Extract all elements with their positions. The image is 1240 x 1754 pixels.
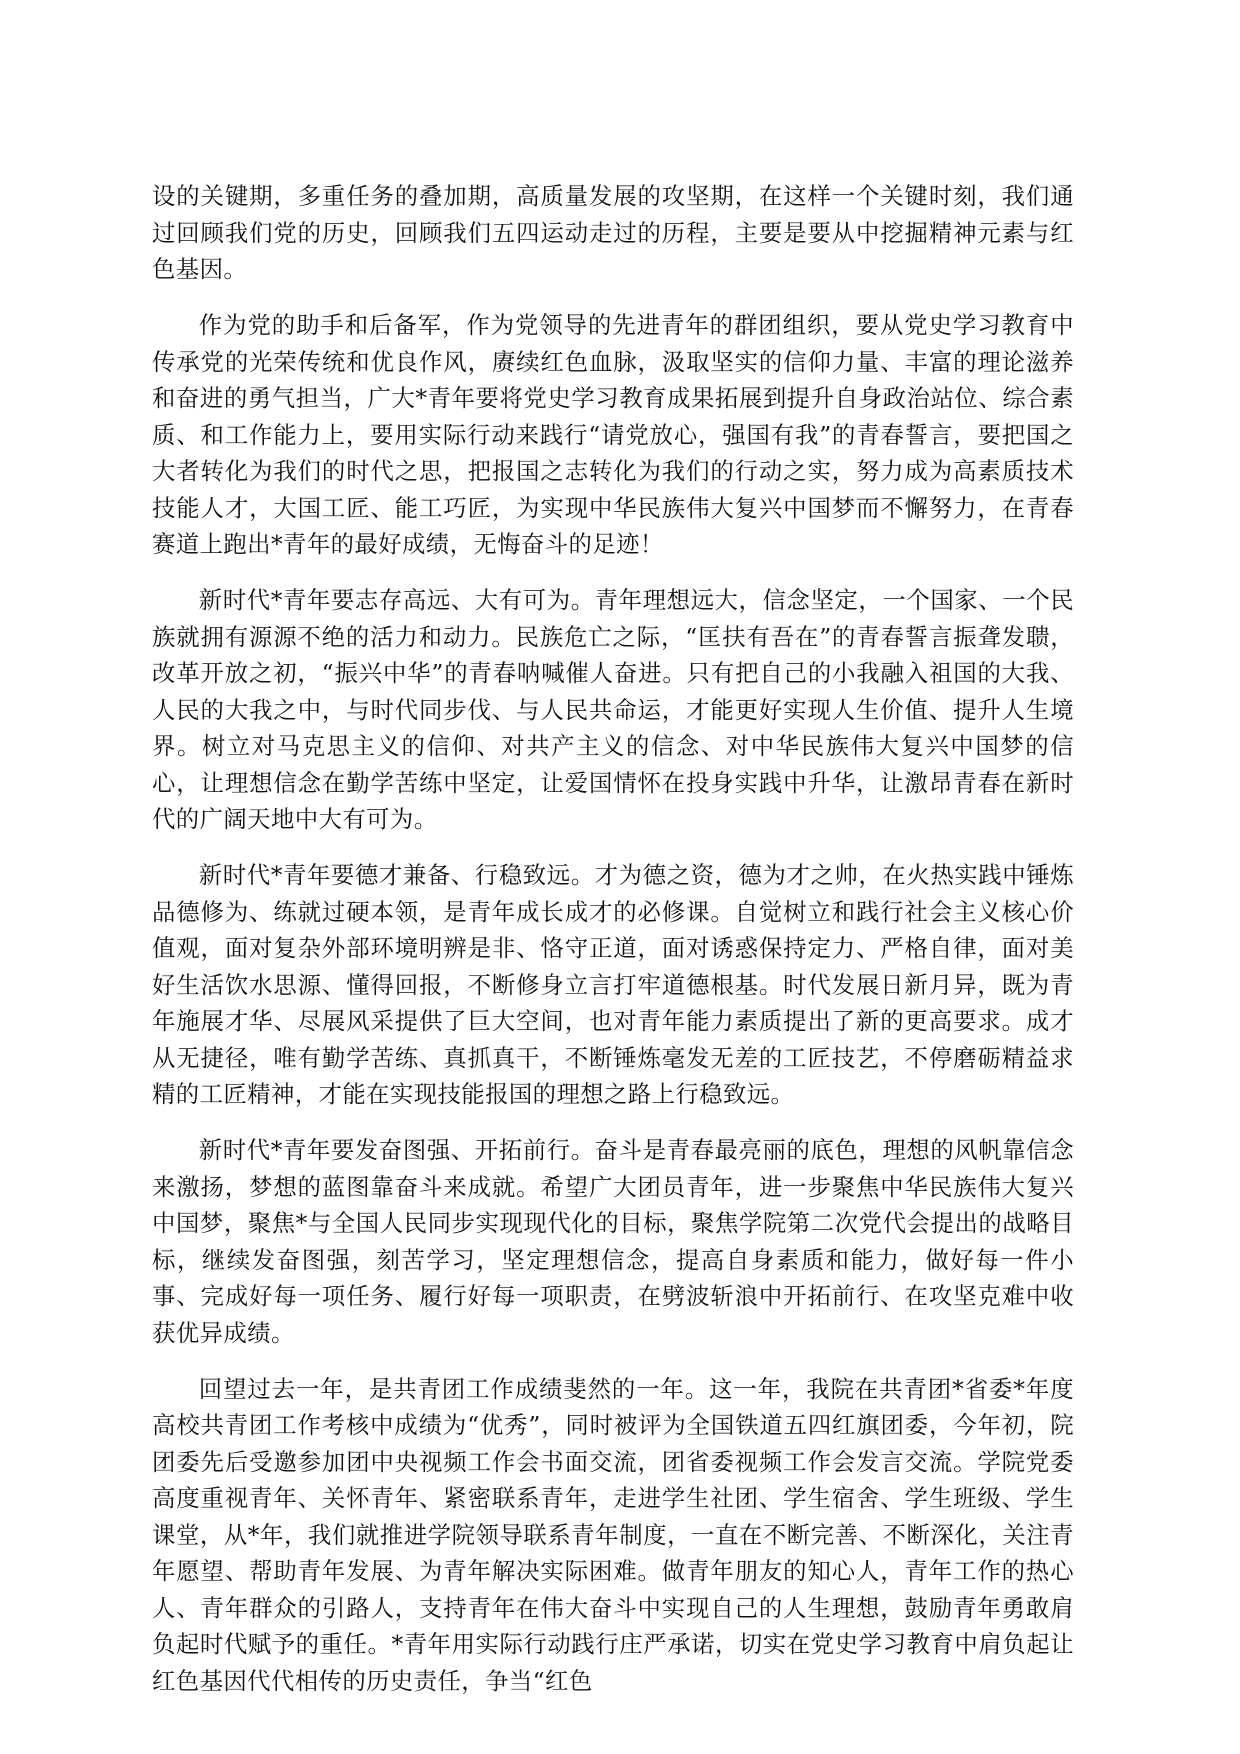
document-page <box>152 178 1074 1719</box>
paragraph: 新时代*青年要志存高远、大有可为。青年理想远大，信念坚定，一个国家、一个民族就拥有源源不绝的活力和动力。民族危亡之际，“匡扶有吾在”的青春誓言振聋发聩，改革开放之初，“振兴中华”的青春呐喊催人奋进。只有把自己的小我融入祖国的大我、人民的大我之中，与时代同步伐、与人民共命运，才能更好实现人生价值、提升人生境界。树立对马克思主义的信仰、对共产主义的信念、对中华民族伟大复兴中国梦的信心，让理想信念在勤学苦练中坚定，让爱国情怀在投身实践中升华，让激昂青春在新时代的广阔天地中大有可为。 <box>152 586 1074 833</box>
paragraph: 作为党的助手和后备军，作为党领导的先进青年的群团组织，要从党史学习教育中传承党的光荣传统和优良作风，赓续红色血脉，汲取坚实的信仰力量、丰富的理论滋养和奋进的勇气担当，广大*青年要将党史学习教育成果拓展到提升自身政治站位、综合素质、和工作能力上，要用实际行动来践行“请党放心，强国有我”的青春誓言，要把国之大者转化为我们的时代之思，把报国之志转化为我们的行动之实，努力成为高素质技术技能人才，大国工匠、能工巧匠，为实现中华民族伟大复兴中国梦而不懈努力，在青春赛道上跑出*青年的最好成绩，无悔奋斗的足迹！ <box>152 311 1074 558</box>
paragraph-continued: 设的关键期，多重任务的叠加期，高质量发展的攻坚期，在这样一个关键时刻，我们通过回顾我们党的历史，回顾我们五四运动走过的历程，主要是要从中挖掘精神元素与红色基因。 <box>152 182 1074 283</box>
paragraph: 回望过去一年，是共青团工作成绩斐然的一年。这一年，我院在共青团*省委*年度高校共青团工作考核中成绩为“优秀”，同时被评为全国铁道五四红旗团委，今年初，院团委先后受邀参加团中央视频工作会书面交流，团省委视频工作会发言交流。学院党委高度重视青年、关怀青年、紧密联系青年，走进学生社团、学生宿舍、学生班级、学生课堂，从*年，我们就推进学院领导联系青年制度，一直在不断完善、不断深化，关注青年愿望、帮助青年发展、为青年解决实际困难。做青年朋友的知心人，青年工作的热心人、青年群众的引路人，支持青年在伟大奋斗中实现自己的人生理想，鼓励青年勇敢肩负起时代赋予的重任。*青年用实际行动践行庄严承诺，切实在党史学习教育中肩负起让红色基因代代相传的历史责任，争当“红色 <box>152 1374 1074 1695</box>
paragraph: 新时代*青年要德才兼备、行稳致远。才为德之资，德为才之帅，在火热实践中锤炼品德修为、练就过硬本领，是青年成长成才的必修课。自觉树立和践行社会主义核心价值观，面对复杂外部环境明辨是非、恪守正道，面对诱惑保持定力、严格自律，面对美好生活饮水思源、懂得回报，不断修身立言打牢道德根基。时代发展日新月异，既为青年施展才华、尽展风采提供了巨大空间，也对青年能力素质提出了新的更高要求。成才从无捷径，唯有勤学苦练、真抓真干，不断锤炼毫发无差的工匠技艺，不停磨砺精益求精的工匠精神，才能在实现技能报国的理想之路上行稳致远。 <box>152 861 1074 1108</box>
paragraph: 新时代*青年要发奋图强、开拓前行。奋斗是青春最亮丽的底色，理想的风帆靠信念来激扬，梦想的蓝图靠奋斗来成就。希望广大团员青年，进一步聚焦中华民族伟大复兴中国梦，聚焦*与全国人民同步实现现代化的目标，聚焦学院第二次党代会提出的战略目标，继续发奋图强，刻苦学习，坚定理想信念，提高自身素质和能力，做好每一件小事、完成好每一项任务、履行好每一项职责，在劈波斩浪中开拓前行、在攻坚克难中收获优异成绩。 <box>152 1136 1074 1347</box>
